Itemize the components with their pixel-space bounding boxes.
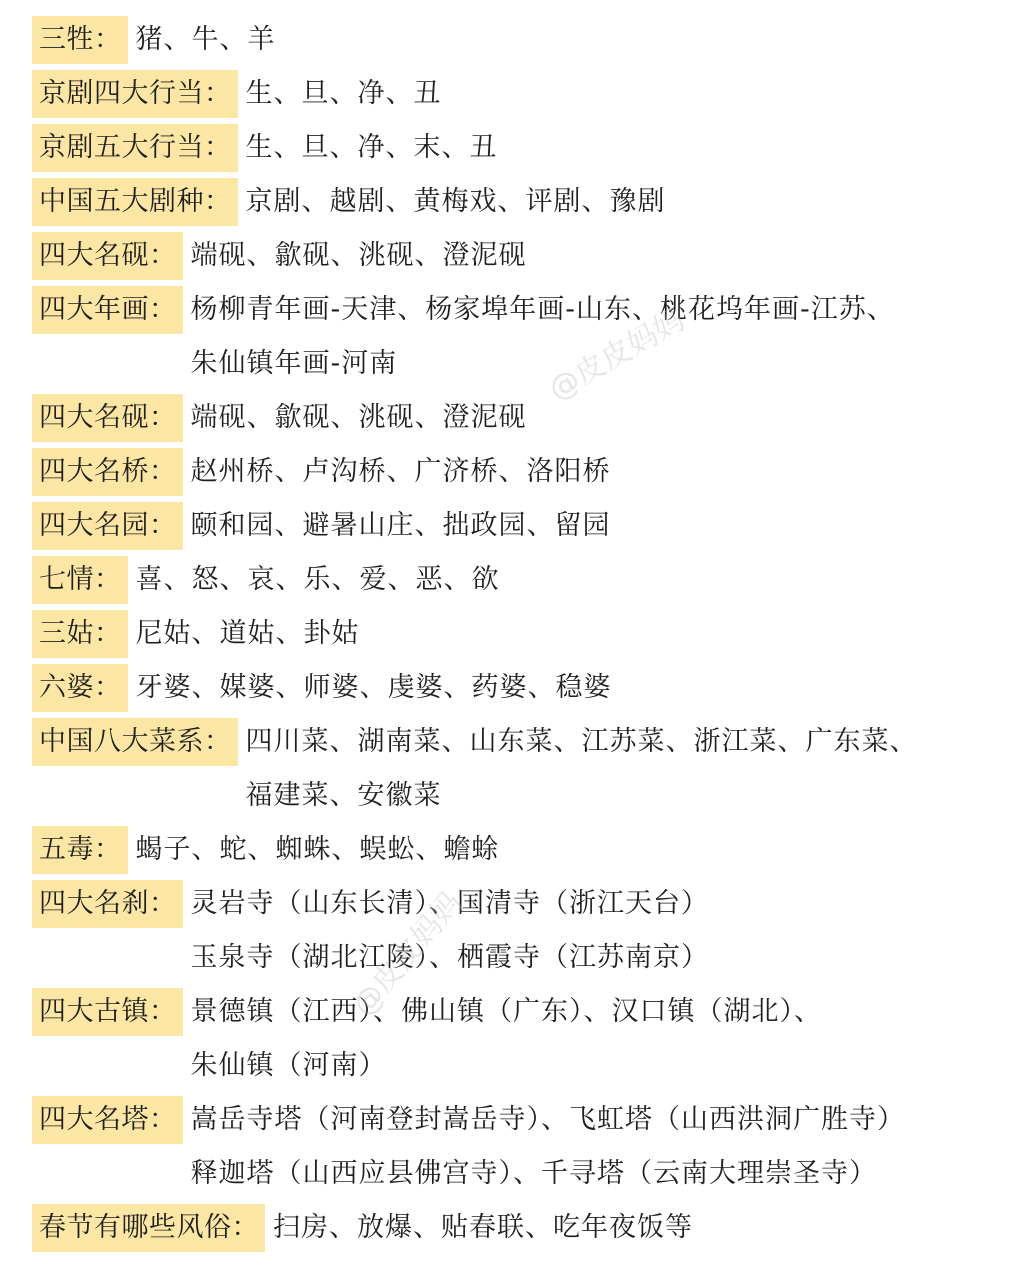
list-item — [32, 283, 992, 391]
entry-content — [183, 1093, 993, 1201]
entry-content-line: 释迦塔（山西应县佛宫寺）、千寻塔（云南大理崇圣寺） — [190, 1158, 877, 1189]
entry-content-line: 端砚、歙砚、洮砚、澄泥砚 — [190, 240, 527, 271]
list-item — [32, 553, 992, 607]
entry-label: 春节有哪些风俗： — [32, 1204, 265, 1252]
watermark: @皮皮妈妈 — [543, 302, 691, 408]
entry-content-line: 生、旦、净、丑 — [245, 78, 442, 109]
list-item — [32, 445, 992, 499]
list-item — [32, 499, 992, 553]
entry-content-line: 福建菜、安徽菜 — [245, 780, 442, 811]
entry-content-line: 嵩岳寺塔（河南登封嵩岳寺）、飞虹塔（山西洪洞广胜寺） — [190, 1104, 905, 1135]
list-item — [32, 229, 992, 283]
watermark-secondary: @皮皮妈妈 — [346, 885, 470, 1023]
entry-content — [238, 175, 993, 229]
list-item — [32, 1093, 992, 1201]
entry-content-line: 蝎子、蛇、蜘蛛、蜈蚣、蟾蜍 — [135, 834, 500, 865]
entry-label: 四大名砚： — [32, 394, 183, 442]
entry-content — [183, 283, 993, 391]
entry-label: 四大名塔： — [32, 1096, 183, 1144]
list-item — [32, 985, 992, 1093]
entry-content-line: 颐和园、避暑山庄、拙政园、留园 — [190, 510, 611, 541]
entry-label: 三牲： — [32, 16, 128, 64]
entry-label: 四大名园： — [32, 502, 183, 550]
entry-content — [128, 607, 993, 661]
entry-label: 六婆： — [32, 664, 128, 712]
entry-content — [183, 445, 993, 499]
knowledge-list — [32, 13, 992, 1255]
entry-content-line: 朱仙镇年画-河南 — [190, 348, 398, 379]
entry-content — [128, 553, 993, 607]
entry-label: 三姑： — [32, 610, 128, 658]
entry-content-line: 尼姑、道姑、卦姑 — [135, 618, 360, 649]
entry-content — [238, 67, 993, 121]
entry-label: 四大名砚： — [32, 232, 183, 280]
entry-content-line: 扫房、放爆、贴春联、吃年夜饭等 — [273, 1212, 693, 1243]
entry-label: 京剧四大行当： — [32, 70, 238, 118]
list-item — [32, 823, 992, 877]
entry-content — [128, 13, 993, 67]
entry-content-line: 玉泉寺（湖北江陵）、栖霞寺（江苏南京） — [190, 942, 709, 973]
entry-content-line: 景德镇（江西）、佛山镇（广东）、汉口镇（湖北）、 — [190, 996, 822, 1027]
entry-content — [238, 121, 993, 175]
entry-content-line: 京剧、越剧、黄梅戏、评剧、豫剧 — [245, 186, 666, 217]
entry-label: 四大古镇： — [32, 988, 183, 1036]
entry-content — [183, 499, 993, 553]
entry-content — [128, 661, 993, 715]
entry-content — [183, 877, 993, 985]
entry-content-line: 朱仙镇（河南） — [190, 1050, 387, 1081]
entry-content-line: 牙婆、媒婆、师婆、虔婆、药婆、稳婆 — [135, 672, 612, 703]
entry-label: 中国五大剧种： — [32, 178, 238, 226]
entry-content-line: 四川菜、湖南菜、山东菜、江苏菜、浙江菜、广东菜、 — [245, 726, 918, 757]
entry-content — [183, 229, 993, 283]
entry-content — [183, 391, 993, 445]
entry-content-line: 喜、怒、哀、乐、爱、恶、欲 — [135, 564, 500, 595]
entry-label: 四大年画： — [32, 286, 183, 334]
entry-content-line: 猪、牛、羊 — [135, 24, 276, 55]
entry-label: 四大名桥： — [32, 448, 183, 496]
list-item — [32, 67, 992, 121]
entry-label: 京剧五大行当： — [32, 124, 238, 172]
list-item — [32, 391, 992, 445]
entry-label: 中国八大菜系： — [32, 718, 238, 766]
list-item — [32, 175, 992, 229]
list-item — [32, 1201, 992, 1255]
list-item — [32, 877, 992, 985]
list-item — [32, 607, 992, 661]
entry-content-line: 赵州桥、卢沟桥、广济桥、洛阳桥 — [190, 456, 611, 487]
entry-content — [238, 715, 993, 823]
entry-content-line: 生、旦、净、末、丑 — [245, 132, 498, 163]
entry-label: 四大名刹： — [32, 880, 183, 928]
entry-content-line: 端砚、歙砚、洮砚、澄泥砚 — [190, 402, 527, 433]
list-item — [32, 121, 992, 175]
list-item — [32, 13, 992, 67]
entry-content-line: 杨柳青年画-天津、杨家埠年画-山东、桃花坞年画-江苏、 — [190, 294, 895, 325]
list-item — [32, 661, 992, 715]
list-item — [32, 715, 992, 823]
entry-label: 五毒： — [32, 826, 128, 874]
entry-content — [265, 1201, 992, 1255]
entry-label: 七情： — [32, 556, 128, 604]
entry-content-line: 灵岩寺（山东长清）、国清寺（浙江天台） — [190, 888, 709, 919]
entry-content — [128, 823, 993, 877]
entry-content — [183, 985, 993, 1093]
